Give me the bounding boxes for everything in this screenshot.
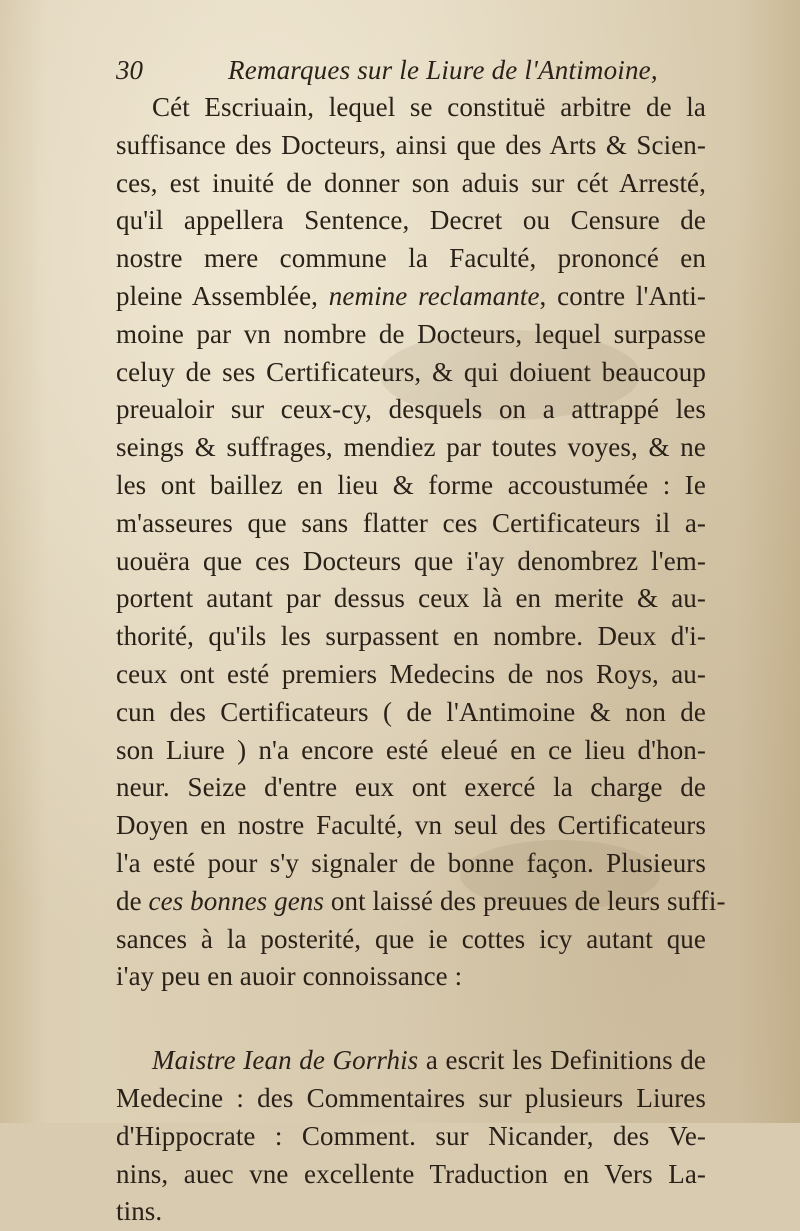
text-segment: moine par vn nombre de Docteurs, lequel surpasse xyxy=(116,318,706,349)
italic-phrase: Maistre Iean de Gorrhis xyxy=(152,1045,419,1076)
text-line xyxy=(116,883,726,921)
text-line xyxy=(116,467,706,505)
text-line xyxy=(116,1156,706,1194)
text-line xyxy=(116,1042,706,1080)
text-segment: cun des Certificateurs ( de l'Antimoine & non de xyxy=(116,696,706,727)
text-segment: seings & suffrages, mendiez par toutes voyes, & ne xyxy=(116,432,706,463)
text-line xyxy=(116,921,706,959)
italic-phrase: nemine reclamante xyxy=(328,280,540,311)
text-line xyxy=(116,278,706,316)
text-segment: Cét Escriuain, lequel se constituë arbitre de la xyxy=(152,92,706,122)
text-line xyxy=(116,165,706,203)
text-line xyxy=(116,354,706,392)
text-line xyxy=(116,769,706,807)
text-line xyxy=(116,694,706,732)
paragraph-2 xyxy=(116,1042,706,1231)
text-line xyxy=(116,240,706,278)
text-segment: neur. Seize d'entre eux ont exercé la charge de xyxy=(116,772,706,803)
text-line xyxy=(116,656,706,694)
text-segment: suffisance des Docteurs, ainsi que des Arts & Scien- xyxy=(116,129,706,160)
text-segment: qu'il appellera Sentence, Decret ou Censure de xyxy=(116,205,706,236)
text-segment: d'Hippocrate : Comment. sur Nicander, des Ve- xyxy=(116,1120,706,1151)
text-segment: Doyen en nostre Faculté, vn seul des Certificateurs xyxy=(116,810,706,841)
text-line xyxy=(116,316,706,354)
page-number: 30 xyxy=(116,55,143,85)
text-line xyxy=(116,202,706,240)
text-segment: tins. xyxy=(116,1196,163,1227)
text-segment: ceux ont esté premiers Medecins de nos Roys, au- xyxy=(116,658,706,689)
text-line xyxy=(116,732,706,770)
text-segment: , contre l'Anti- xyxy=(539,280,706,311)
text-segment: l'a esté pour s'y signaler de bonne façon. Plusieurs xyxy=(116,847,706,878)
text-line xyxy=(116,1080,706,1118)
text-segment: sances à la posterité, que ie cottes icy autant que xyxy=(116,923,706,954)
text-segment: m'asseures que sans flatter ces Certificateurs il a- xyxy=(116,507,706,538)
text-line xyxy=(116,89,706,127)
text-line xyxy=(116,429,706,467)
text-line xyxy=(116,618,706,656)
text-segment: ont laissé des preuues de leurs suffi- xyxy=(324,885,726,916)
text-line xyxy=(116,1193,706,1231)
text-segment: a escrit les Definitions de xyxy=(418,1045,706,1076)
text-line xyxy=(116,580,706,618)
paragraph-gap xyxy=(116,996,706,1042)
paragraph-1 xyxy=(116,89,726,996)
body-text xyxy=(116,89,726,1231)
text-line xyxy=(116,505,706,543)
text-segment: nins, auec vne excellente Traduction en Vers La- xyxy=(116,1158,706,1189)
text-segment: i'ay peu en auoir connoissance : xyxy=(116,961,463,992)
text-line xyxy=(116,958,706,996)
text-segment: uouëra que ces Docteurs que i'ay denombrez l'em- xyxy=(116,545,706,576)
text-line xyxy=(116,127,706,165)
page-header xyxy=(116,50,676,90)
italic-phrase: ces bonnes gens xyxy=(148,885,325,916)
running-title: Remarques sur le Liure de l'Antimoine, xyxy=(228,55,658,85)
text-segment: portent autant par dessus ceux là en merite & au- xyxy=(116,583,706,614)
text-segment: preualoir sur ceux-cy, desquels on a attrappé les xyxy=(116,394,706,425)
text-line xyxy=(116,543,706,581)
text-segment: ces, est inuité de donner son aduis sur cét Arresté, xyxy=(116,167,706,198)
text-line xyxy=(116,807,706,845)
text-segment: nostre mere commune la Faculté, prononcé en xyxy=(116,243,706,274)
text-segment: de xyxy=(116,885,149,916)
text-segment: pleine Assemblée, xyxy=(116,280,329,311)
text-line xyxy=(116,391,706,429)
text-line xyxy=(116,1118,706,1156)
text-segment: thorité, qu'ils les surpassent en nombre. Deux d'i- xyxy=(116,621,706,652)
text-segment: celuy de ses Certificateurs, & qui doiuent beaucoup xyxy=(116,356,706,387)
text-segment: Medecine : des Commentaires sur plusieurs Liures xyxy=(116,1082,706,1113)
text-segment: son Liure ) n'a encore esté eleué en ce lieu d'hon- xyxy=(116,734,706,765)
text-segment: les ont baillez en lieu & forme accoustumée : Ie xyxy=(116,469,706,500)
text-line xyxy=(116,845,706,883)
